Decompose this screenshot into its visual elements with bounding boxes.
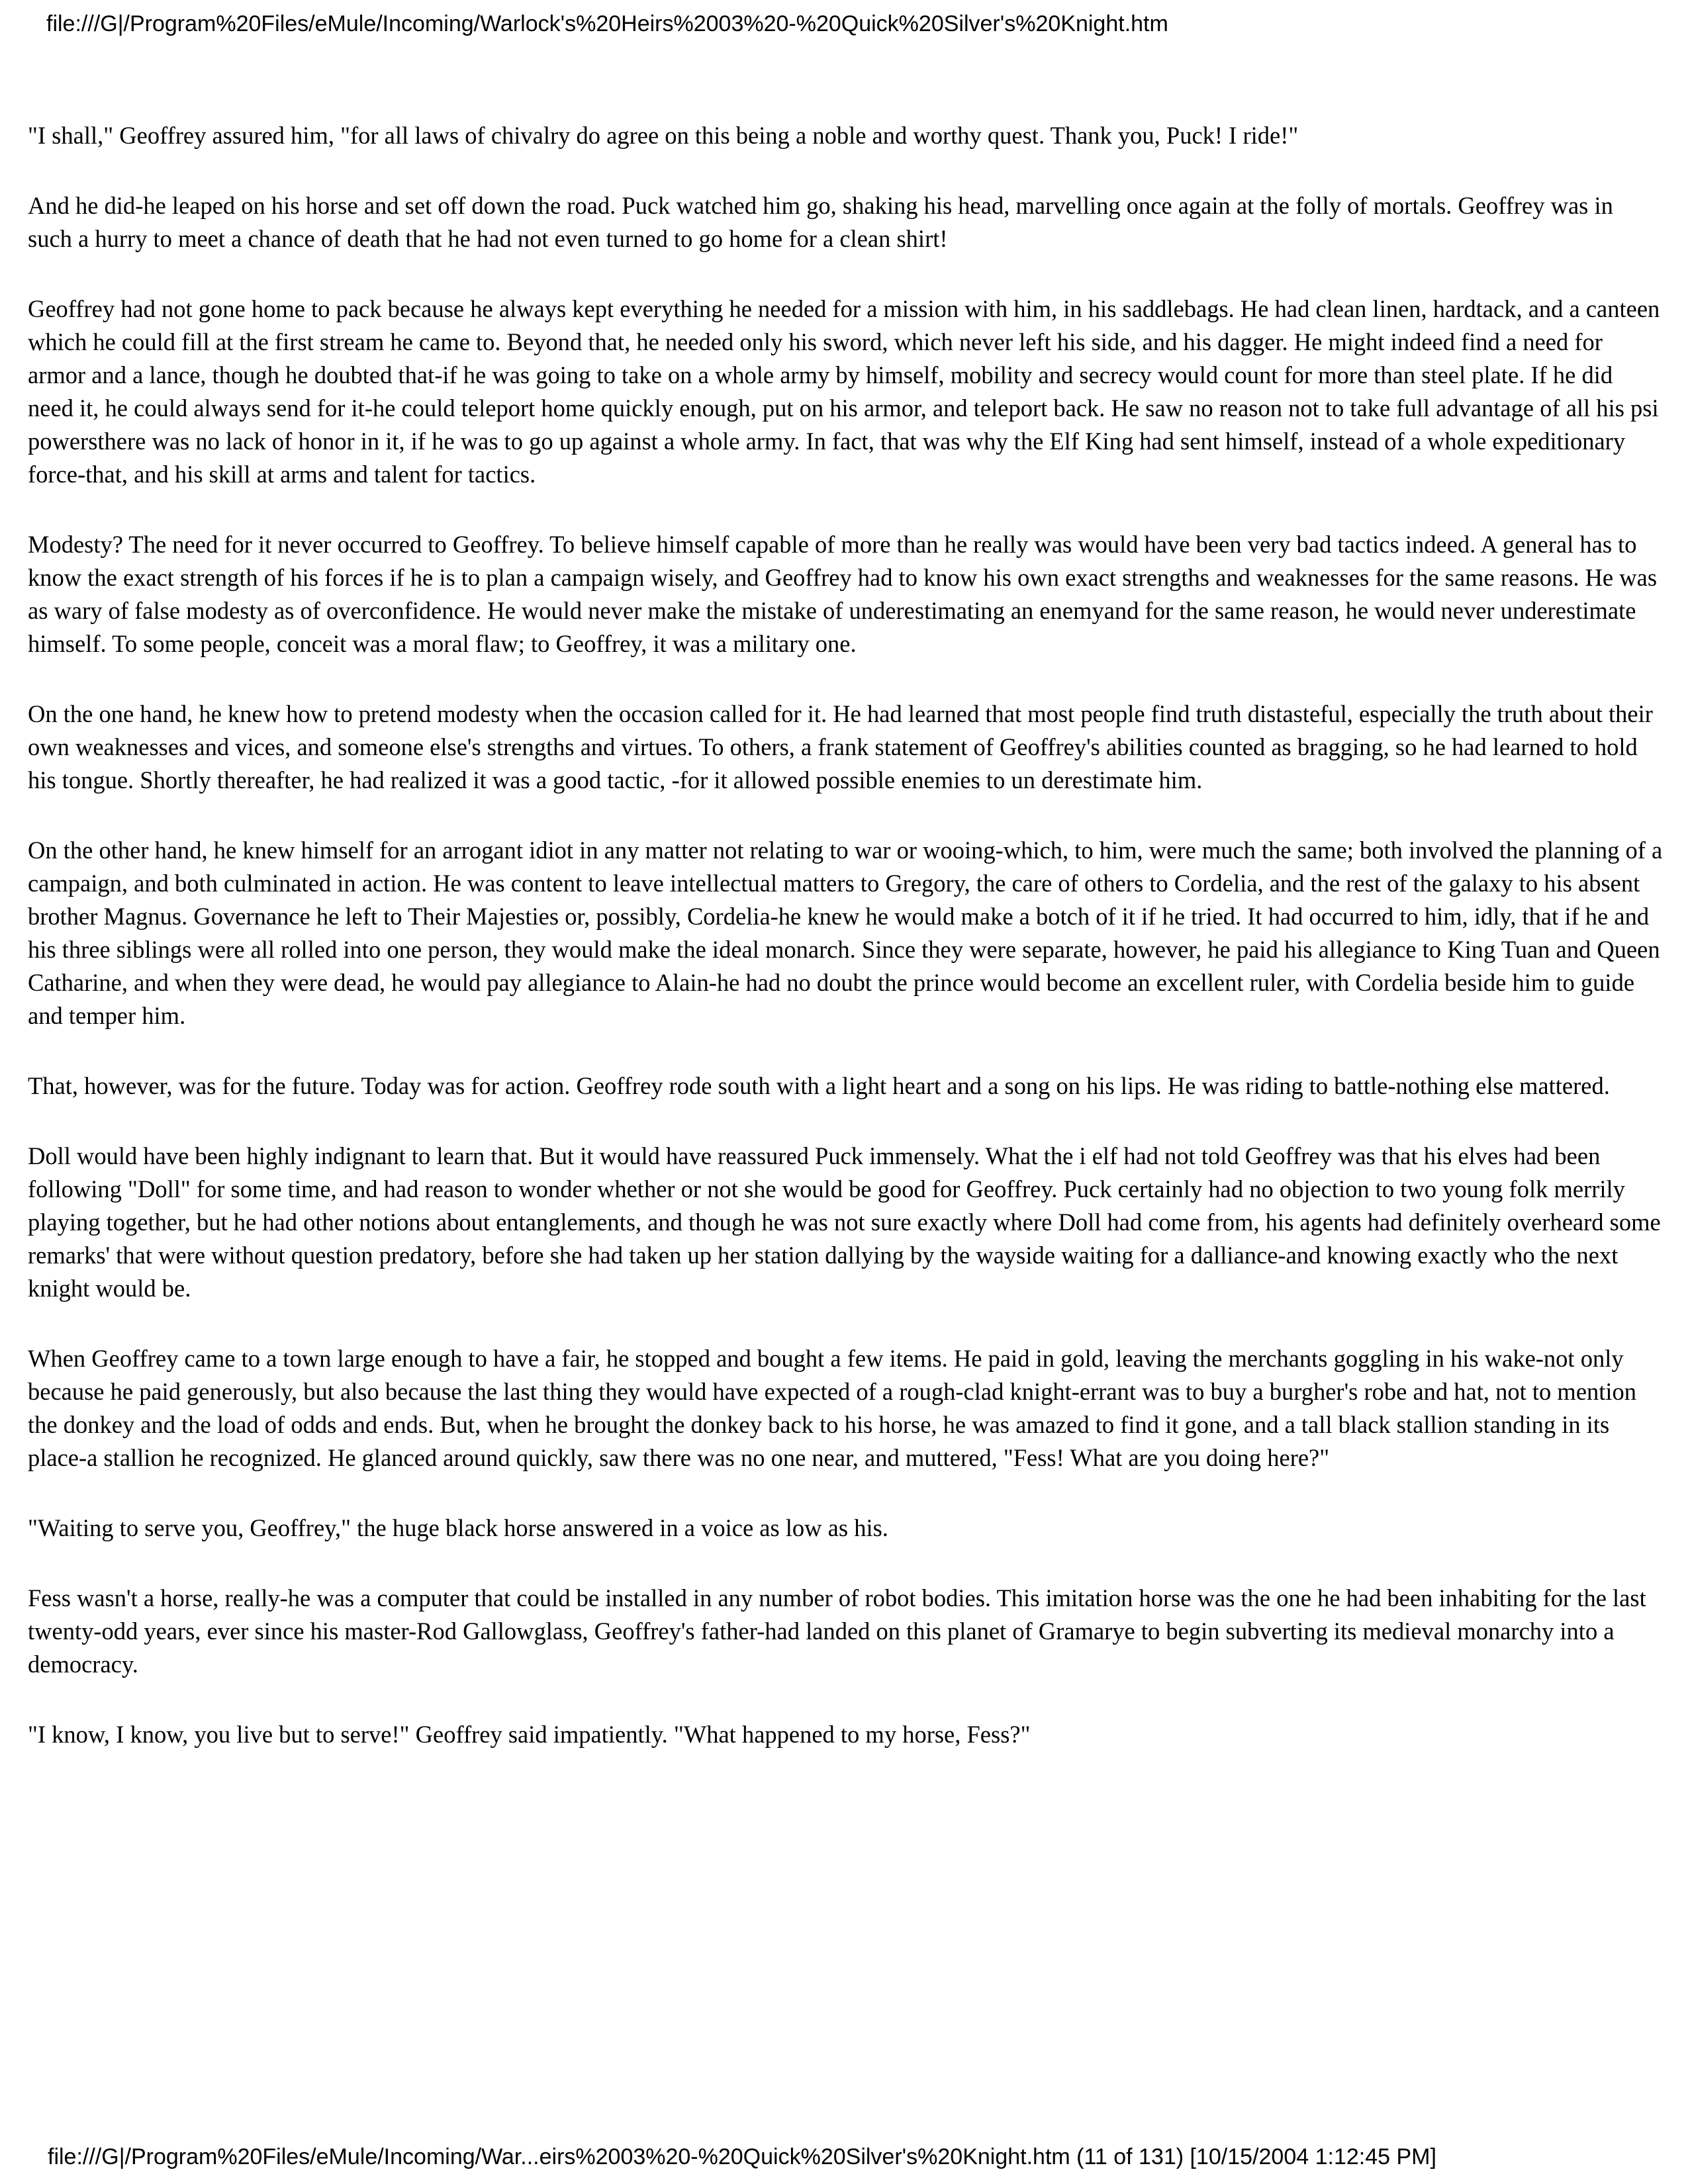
paragraph: Doll would have been highly indignant to learn that. But it would have reassured Puck immensely. What the i elf had not told Geoffrey was that his elves had been following "Doll" for some time, and had reason to wonder whether or not she would be good for Geoffrey. Puck certainly had no objection to two young folk merrily playing together, but he had other notions about entanglements, and though he was not sure exactly where Doll had come from, his agents had definitely overheard some remarks' that were without question predatory, before she had taken up her station dallying by the wayside waiting for a dalliance-and knowing exactly who the next knight would be. [28, 1142, 1661, 1302]
paragraph: Geoffrey had not gone home to pack because he always kept everything he needed for a mission with him, in his saddlebags. He had clean linen, hardtack, and a canteen which he could fill at the first stream he came to. Beyond that, he needed only his sword, which never left his side, and his dagger. He might indeed find a need for armor and a lance, though he doubted that-if he was going to take on a whole army by himself, mobility and secrecy would count for more than steel plate. If he did need it, he could always send for it-he could teleport home quickly enough, put on his armor, and teleport back. He saw no reason not to take full advantage of all his psi powersthere was no lack of honor in it, if he was to go up against a whole army. In fact, that was why the Elf King had sent himself, instead of a whole expeditionary force-that, and his skill at arms and talent for tactics. [28, 295, 1660, 488]
page-header-url: file:///G|/Program%20Files/eMule/Incoming/Warlock's%20Heirs%2003%20-%20Quick%20Silver's%20Knight.htm [46, 11, 1168, 36]
paragraph: And he did-he leaped on his horse and set off down the road. Puck watched him go, shaking his head, marvelling once again at the folly of mortals. Geoffrey was in such a hurry to meet a chance of death that he had not even turned to go home for a clean shirt! [28, 192, 1613, 252]
paragraph: "I shall," Geoffrey assured him, "for all laws of chivalry do agree on this being a noble and worthy quest. Thank you, Puck! I ride!" [28, 122, 1299, 149]
page-footer: file:///G|/Program%20Files/eMule/Incoming/War...eirs%2003%20-%20Quick%20Silver's%20Knight.htm (11 of 131) [10/15/2004 1:12:45 PM] [48, 2144, 1436, 2169]
paragraph: Modesty? The need for it never occurred to Geoffrey. To believe himself capable of more than he really was would have been very bad tactics indeed. A general has to know the exact strength of his forces if he is to plan a campaign wisely, and Geoffrey had to know his own exact strengths and weaknesses for the same reasons. He was as wary of false modesty as of overconfidence. He would never make the mistake of underestimating an enemyand for the same reason, he would never underestimate himself. To some people, conceit was a moral flaw; to Geoffrey, it was a military one. [28, 531, 1658, 657]
paragraph: On the one hand, he knew how to pretend modesty when the occasion called for it. He had learned that most people find truth distasteful, especially the truth about their own weaknesses and vices, and someone else's strengths and virtues. To others, a frank statement of Geoffrey's abilities counted as bragging, so he had learned to hold his tongue. Shortly thereafter, he had realized it was a good tactic, -for it allowed possible enemies to un derestimate him. [28, 700, 1653, 794]
paragraph: That, however, was for the future. Today was for action. Geoffrey rode south with a light heart and a song on his lips. He was riding to battle-nothing else mattered. [28, 1072, 1610, 1099]
paragraph: "I know, I know, you live but to serve!" Geoffrey said impatiently. "What happened to my horse, Fess?" [28, 1721, 1031, 1748]
document-body [28, 119, 1663, 1788]
paragraph: On the other hand, he knew himself for an arrogant idiot in any matter not relating to war or wooing-which, to him, were much the same; both involved the planning of a campaign, and both culminated in action. He was content to leave intellectual matters to Gregory, the care of others to Cordelia, and the rest of the galaxy to his absent brother Magnus. Governance he left to Their Majesties or, possibly, Cordelia-he knew he would make a botch of it if he tried. It had occurred to him, idly, that if he and his three siblings were all rolled into one person, they would make the ideal monarch. Since they were separate, however, he paid his allegiance to King Tuan and Queen Catharine, and when they were dead, he would pay allegiance to Alain-he had no doubt the prince would become an excellent ruler, with Cordelia beside him to guide and temper him. [28, 837, 1663, 1029]
paragraph: Fess wasn't a horse, really-he was a computer that could be installed in any number of robot bodies. This imitation horse was the one he had been inhabiting for the last twenty-odd years, ever since his master-Rod Gallowglass, Geoffrey's father-had landed on this planet of Gramarye to begin subverting its medieval monarchy into a democracy. [28, 1584, 1646, 1678]
paragraph: "Waiting to serve you, Geoffrey," the huge black horse answered in a voice as low as his. [28, 1514, 888, 1541]
paragraph: When Geoffrey came to a town large enough to have a fair, he stopped and bought a few items. He paid in gold, leaving the merchants goggling in his wake-not only because he paid generously, but also because the last thing they would have expected of a rough-clad knight-errant was to buy a burgher's robe and hat, not to mention the donkey and the load of odds and ends. But, when he brought the donkey back to his horse, he was amazed to find it gone, and a tall black stallion standing in its place-a stallion he recognized. He glanced around quickly, saw there was no one near, and muttered, "Fess! What are you doing here?" [28, 1345, 1637, 1471]
